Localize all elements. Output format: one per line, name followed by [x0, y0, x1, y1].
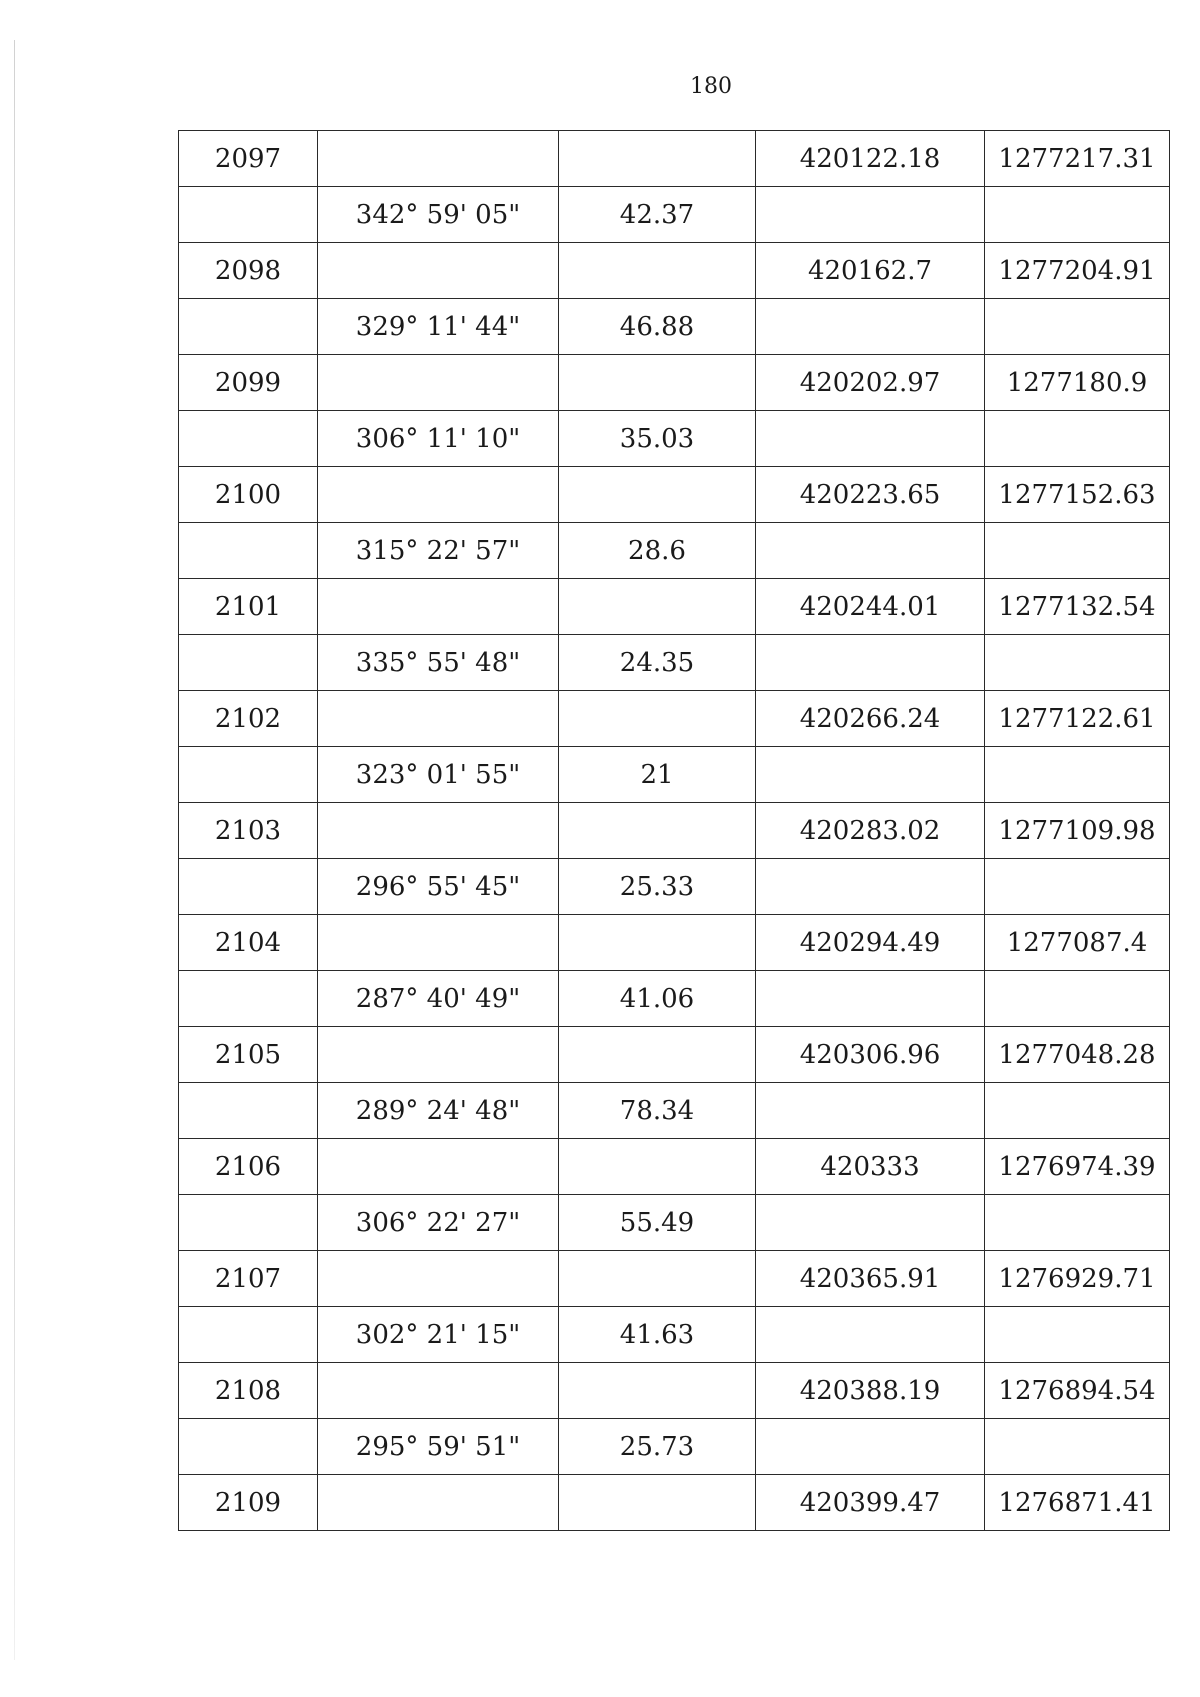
easting-cell: 1277180.9 [985, 355, 1170, 411]
table-row [179, 467, 1170, 523]
bearing-cell: 296° 55' 45" [318, 859, 559, 915]
easting-cell [985, 187, 1170, 243]
table-row [179, 411, 1170, 467]
table-row [179, 1195, 1170, 1251]
station-cell: 2102 [179, 691, 318, 747]
station-cell: 2103 [179, 803, 318, 859]
northing-cell: 420122.18 [756, 131, 985, 187]
bearing-cell [318, 1251, 559, 1307]
bearing-cell: 306° 22' 27" [318, 1195, 559, 1251]
station-cell: 2097 [179, 131, 318, 187]
station-cell [179, 859, 318, 915]
bearing-cell [318, 691, 559, 747]
table-row [179, 1027, 1170, 1083]
northing-cell: 420223.65 [756, 467, 985, 523]
station-cell [179, 1307, 318, 1363]
bearing-cell: 302° 21' 15" [318, 1307, 559, 1363]
station-cell: 2108 [179, 1363, 318, 1419]
station-cell: 2100 [179, 467, 318, 523]
bearing-cell: 295° 59' 51" [318, 1419, 559, 1475]
table-row [179, 635, 1170, 691]
table-row [179, 915, 1170, 971]
bearing-cell [318, 131, 559, 187]
table-row [179, 1083, 1170, 1139]
table-row [179, 747, 1170, 803]
northing-cell [756, 635, 985, 691]
table-row [179, 299, 1170, 355]
northing-cell: 420333 [756, 1139, 985, 1195]
station-cell [179, 523, 318, 579]
distance-cell [559, 915, 756, 971]
northing-cell: 420244.01 [756, 579, 985, 635]
scan-edge-mark [14, 40, 15, 1660]
bearing-cell: 335° 55' 48" [318, 635, 559, 691]
station-cell: 2107 [179, 1251, 318, 1307]
easting-cell [985, 1195, 1170, 1251]
easting-cell: 1277087.4 [985, 915, 1170, 971]
table-row [179, 1419, 1170, 1475]
easting-cell [985, 1083, 1170, 1139]
distance-cell: 78.34 [559, 1083, 756, 1139]
distance-cell [559, 467, 756, 523]
distance-cell: 28.6 [559, 523, 756, 579]
station-cell [179, 635, 318, 691]
distance-cell [559, 1475, 756, 1531]
easting-cell: 1276929.71 [985, 1251, 1170, 1307]
northing-cell: 420266.24 [756, 691, 985, 747]
station-cell [179, 187, 318, 243]
easting-cell: 1276894.54 [985, 1363, 1170, 1419]
table-row [179, 187, 1170, 243]
distance-cell [559, 803, 756, 859]
table-row [179, 1251, 1170, 1307]
northing-cell [756, 411, 985, 467]
bearing-cell: 289° 24' 48" [318, 1083, 559, 1139]
table-row [179, 243, 1170, 299]
bearing-cell: 323° 01' 55" [318, 747, 559, 803]
northing-cell: 420399.47 [756, 1475, 985, 1531]
easting-cell [985, 635, 1170, 691]
easting-cell [985, 859, 1170, 915]
traverse-table-body [179, 131, 1170, 1531]
distance-cell [559, 243, 756, 299]
table-row [179, 1475, 1170, 1531]
distance-cell: 24.35 [559, 635, 756, 691]
station-cell [179, 747, 318, 803]
station-cell [179, 1083, 318, 1139]
station-cell [179, 1419, 318, 1475]
table-row [179, 971, 1170, 1027]
easting-cell: 1277132.54 [985, 579, 1170, 635]
easting-cell [985, 411, 1170, 467]
distance-cell: 41.06 [559, 971, 756, 1027]
station-cell [179, 971, 318, 1027]
easting-cell: 1277048.28 [985, 1027, 1170, 1083]
bearing-cell [318, 1475, 559, 1531]
easting-cell: 1277109.98 [985, 803, 1170, 859]
bearing-cell [318, 803, 559, 859]
station-cell: 2104 [179, 915, 318, 971]
distance-cell [559, 1363, 756, 1419]
station-cell: 2099 [179, 355, 318, 411]
bearing-cell: 329° 11' 44" [318, 299, 559, 355]
bearing-cell [318, 467, 559, 523]
bearing-cell [318, 1139, 559, 1195]
bearing-cell [318, 915, 559, 971]
distance-cell: 42.37 [559, 187, 756, 243]
station-cell: 2109 [179, 1475, 318, 1531]
easting-cell [985, 523, 1170, 579]
station-cell [179, 411, 318, 467]
easting-cell [985, 299, 1170, 355]
distance-cell [559, 579, 756, 635]
distance-cell: 46.88 [559, 299, 756, 355]
distance-cell: 21 [559, 747, 756, 803]
distance-cell: 41.63 [559, 1307, 756, 1363]
bearing-cell: 287° 40' 49" [318, 971, 559, 1027]
table-row [179, 691, 1170, 747]
table-row [179, 1139, 1170, 1195]
easting-cell: 1276871.41 [985, 1475, 1170, 1531]
distance-cell: 25.73 [559, 1419, 756, 1475]
northing-cell: 420306.96 [756, 1027, 985, 1083]
bearing-cell: 315° 22' 57" [318, 523, 559, 579]
distance-cell: 25.33 [559, 859, 756, 915]
table-row [179, 1307, 1170, 1363]
northing-cell [756, 299, 985, 355]
northing-cell: 420365.91 [756, 1251, 985, 1307]
table-row [179, 803, 1170, 859]
northing-cell [756, 1083, 985, 1139]
easting-cell [985, 747, 1170, 803]
distance-cell [559, 355, 756, 411]
table-row [179, 859, 1170, 915]
distance-cell [559, 1139, 756, 1195]
bearing-cell: 306° 11' 10" [318, 411, 559, 467]
easting-cell: 1277204.91 [985, 243, 1170, 299]
station-cell [179, 1195, 318, 1251]
northing-cell [756, 187, 985, 243]
northing-cell [756, 1419, 985, 1475]
bearing-cell: 342° 59' 05" [318, 187, 559, 243]
distance-cell [559, 1251, 756, 1307]
easting-cell [985, 1307, 1170, 1363]
station-cell: 2105 [179, 1027, 318, 1083]
northing-cell: 420162.7 [756, 243, 985, 299]
northing-cell [756, 523, 985, 579]
traverse-table [178, 130, 1170, 1531]
easting-cell: 1277122.61 [985, 691, 1170, 747]
table-row [179, 523, 1170, 579]
northing-cell: 420388.19 [756, 1363, 985, 1419]
easting-cell [985, 971, 1170, 1027]
bearing-cell [318, 579, 559, 635]
table-row [179, 131, 1170, 187]
distance-cell: 35.03 [559, 411, 756, 467]
distance-cell [559, 1027, 756, 1083]
distance-cell [559, 131, 756, 187]
table-row [179, 355, 1170, 411]
station-cell: 2101 [179, 579, 318, 635]
easting-cell: 1277217.31 [985, 131, 1170, 187]
northing-cell: 420283.02 [756, 803, 985, 859]
bearing-cell [318, 355, 559, 411]
page-number: 180 [690, 74, 732, 99]
station-cell: 2106 [179, 1139, 318, 1195]
northing-cell: 420294.49 [756, 915, 985, 971]
bearing-cell [318, 1363, 559, 1419]
distance-cell: 55.49 [559, 1195, 756, 1251]
northing-cell: 420202.97 [756, 355, 985, 411]
bearing-cell [318, 1027, 559, 1083]
bearing-cell [318, 243, 559, 299]
northing-cell [756, 1195, 985, 1251]
northing-cell [756, 971, 985, 1027]
easting-cell: 1276974.39 [985, 1139, 1170, 1195]
station-cell [179, 299, 318, 355]
northing-cell [756, 747, 985, 803]
northing-cell [756, 1307, 985, 1363]
distance-cell [559, 691, 756, 747]
easting-cell: 1277152.63 [985, 467, 1170, 523]
station-cell: 2098 [179, 243, 318, 299]
table-row [179, 579, 1170, 635]
northing-cell [756, 859, 985, 915]
table-row [179, 1363, 1170, 1419]
easting-cell [985, 1419, 1170, 1475]
